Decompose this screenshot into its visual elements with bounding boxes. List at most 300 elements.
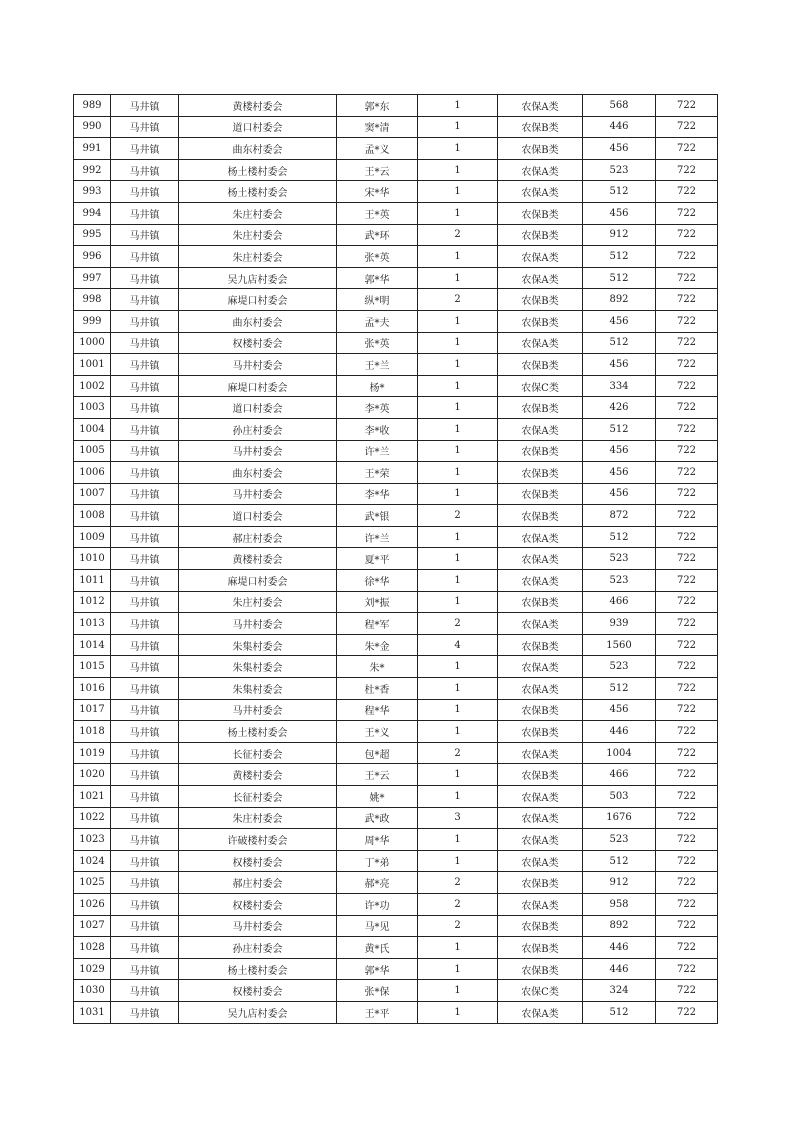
town-cell: 马井镇 (111, 224, 179, 246)
village-committee-cell: 黄楼村委会 (179, 95, 337, 117)
insurance-category-cell: 农保B类 (498, 289, 583, 311)
row-number-cell: 1025 (74, 872, 111, 894)
recipient-name-cell: 郭*东 (337, 95, 418, 117)
row-number-cell: 992 (74, 159, 111, 181)
standard-cell: 722 (656, 893, 718, 915)
amount-cell: 456 (583, 483, 656, 505)
row-number-cell: 1024 (74, 850, 111, 872)
town-cell: 马井镇 (111, 742, 179, 764)
standard-cell: 722 (656, 246, 718, 268)
recipient-name-cell: 宋*华 (337, 181, 418, 203)
household-count-cell: 1 (418, 375, 498, 397)
insurance-category-cell: 农保B类 (498, 138, 583, 160)
household-count-cell: 2 (418, 893, 498, 915)
household-count-cell: 1 (418, 440, 498, 462)
standard-cell: 722 (656, 289, 718, 311)
table-row (74, 1001, 718, 1023)
town-cell: 马井镇 (111, 95, 179, 117)
recipient-name-cell: 孟*夫 (337, 310, 418, 332)
insurance-category-cell: 农保B类 (498, 958, 583, 980)
village-committee-cell: 马井村委会 (179, 699, 337, 721)
village-committee-cell: 权楼村委会 (179, 850, 337, 872)
amount-cell: 512 (583, 678, 656, 700)
amount-cell: 466 (583, 591, 656, 613)
standard-cell: 722 (656, 116, 718, 138)
amount-cell: 426 (583, 397, 656, 419)
standard-cell: 722 (656, 699, 718, 721)
standard-cell: 722 (656, 591, 718, 613)
table-row (74, 591, 718, 613)
amount-cell: 872 (583, 505, 656, 527)
insurance-category-cell: 农保C类 (498, 375, 583, 397)
insurance-category-cell: 农保A类 (498, 570, 583, 592)
table-row (74, 181, 718, 203)
table-row (74, 310, 718, 332)
village-committee-cell: 杨土楼村委会 (179, 181, 337, 203)
insurance-category-cell: 农保B类 (498, 310, 583, 332)
village-committee-cell: 朱庄村委会 (179, 807, 337, 829)
household-count-cell: 2 (418, 613, 498, 635)
table-row (74, 95, 718, 117)
insurance-category-cell: 农保A类 (498, 742, 583, 764)
row-number-cell: 990 (74, 116, 111, 138)
household-count-cell: 1 (418, 1001, 498, 1023)
standard-cell: 722 (656, 202, 718, 224)
row-number-cell: 1003 (74, 397, 111, 419)
table-row (74, 224, 718, 246)
household-count-cell: 1 (418, 116, 498, 138)
standard-cell: 722 (656, 95, 718, 117)
village-committee-cell: 道口村委会 (179, 116, 337, 138)
amount-cell: 446 (583, 721, 656, 743)
standard-cell: 722 (656, 937, 718, 959)
household-count-cell: 2 (418, 742, 498, 764)
standard-cell: 722 (656, 181, 718, 203)
household-count-cell: 1 (418, 548, 498, 570)
household-count-cell: 1 (418, 678, 498, 700)
amount-cell: 512 (583, 246, 656, 268)
row-number-cell: 1031 (74, 1001, 111, 1023)
table-row (74, 202, 718, 224)
standard-cell: 722 (656, 850, 718, 872)
village-committee-cell: 朱庄村委会 (179, 202, 337, 224)
standard-cell: 722 (656, 764, 718, 786)
row-number-cell: 1020 (74, 764, 111, 786)
table-row (74, 958, 718, 980)
row-number-cell: 989 (74, 95, 111, 117)
recipient-name-cell: 刘*振 (337, 591, 418, 613)
row-number-cell: 996 (74, 246, 111, 268)
table-row (74, 699, 718, 721)
standard-cell: 722 (656, 526, 718, 548)
row-number-cell: 1018 (74, 721, 111, 743)
standard-cell: 722 (656, 462, 718, 484)
table-row (74, 721, 718, 743)
amount-cell: 503 (583, 786, 656, 808)
table-row (74, 872, 718, 894)
town-cell: 马井镇 (111, 764, 179, 786)
household-count-cell: 1 (418, 850, 498, 872)
recipient-name-cell: 马*见 (337, 915, 418, 937)
household-count-cell: 1 (418, 462, 498, 484)
table-row (74, 915, 718, 937)
amount-cell: 512 (583, 850, 656, 872)
row-number-cell: 1021 (74, 786, 111, 808)
recipient-name-cell: 郭*华 (337, 958, 418, 980)
amount-cell: 334 (583, 375, 656, 397)
insurance-category-cell: 农保A类 (498, 786, 583, 808)
insurance-category-cell: 农保B类 (498, 354, 583, 376)
village-committee-cell: 马井村委会 (179, 354, 337, 376)
insurance-category-cell: 农保B类 (498, 699, 583, 721)
table-row (74, 462, 718, 484)
insurance-category-cell: 农保A类 (498, 1001, 583, 1023)
town-cell: 马井镇 (111, 181, 179, 203)
recipient-name-cell: 夏*平 (337, 548, 418, 570)
town-cell: 马井镇 (111, 548, 179, 570)
household-count-cell: 2 (418, 915, 498, 937)
recipient-name-cell: 朱*金 (337, 634, 418, 656)
village-committee-cell: 朱集村委会 (179, 634, 337, 656)
insurance-category-cell: 农保A类 (498, 181, 583, 203)
town-cell: 马井镇 (111, 634, 179, 656)
household-count-cell: 2 (418, 872, 498, 894)
row-number-cell: 1014 (74, 634, 111, 656)
town-cell: 马井镇 (111, 462, 179, 484)
insurance-category-cell: 农保A类 (498, 246, 583, 268)
table-row (74, 354, 718, 376)
row-number-cell: 997 (74, 267, 111, 289)
town-cell: 马井镇 (111, 202, 179, 224)
insurance-category-cell: 农保B类 (498, 483, 583, 505)
table-row (74, 829, 718, 851)
insurance-category-cell: 农保B类 (498, 764, 583, 786)
amount-cell: 568 (583, 95, 656, 117)
household-count-cell: 1 (418, 699, 498, 721)
insurance-category-cell: 农保A类 (498, 418, 583, 440)
row-number-cell: 1001 (74, 354, 111, 376)
insurance-category-cell: 农保B类 (498, 915, 583, 937)
standard-cell: 722 (656, 332, 718, 354)
household-count-cell: 2 (418, 224, 498, 246)
standard-cell: 722 (656, 915, 718, 937)
amount-cell: 523 (583, 548, 656, 570)
table-row (74, 505, 718, 527)
village-committee-cell: 杨土楼村委会 (179, 159, 337, 181)
row-number-cell: 1004 (74, 418, 111, 440)
table-row (74, 332, 718, 354)
village-committee-cell: 孙庄村委会 (179, 418, 337, 440)
row-number-cell: 1030 (74, 980, 111, 1002)
recipient-name-cell: 程*军 (337, 613, 418, 635)
table-row (74, 418, 718, 440)
standard-cell: 722 (656, 721, 718, 743)
row-number-cell: 1017 (74, 699, 111, 721)
insurance-category-cell: 农保B类 (498, 505, 583, 527)
town-cell: 马井镇 (111, 267, 179, 289)
row-number-cell: 1007 (74, 483, 111, 505)
village-committee-cell: 麻堤口村委会 (179, 289, 337, 311)
recipient-name-cell: 包*超 (337, 742, 418, 764)
insurance-category-cell: 农保A类 (498, 332, 583, 354)
insurance-category-cell: 农保A类 (498, 613, 583, 635)
row-number-cell: 1016 (74, 678, 111, 700)
recipient-name-cell: 窦*清 (337, 116, 418, 138)
recipient-name-cell: 周*华 (337, 829, 418, 851)
insurance-category-cell: 农保A类 (498, 829, 583, 851)
insurance-category-cell: 农保B类 (498, 116, 583, 138)
amount-cell: 523 (583, 829, 656, 851)
table-row (74, 613, 718, 635)
standard-cell: 722 (656, 138, 718, 160)
insurance-category-cell: 农保A类 (498, 678, 583, 700)
standard-cell: 722 (656, 1001, 718, 1023)
recipient-name-cell: 杨* (337, 375, 418, 397)
recipient-name-cell: 李*英 (337, 397, 418, 419)
town-cell: 马井镇 (111, 483, 179, 505)
insurance-category-cell: 农保B类 (498, 721, 583, 743)
village-committee-cell: 麻堤口村委会 (179, 375, 337, 397)
town-cell: 马井镇 (111, 678, 179, 700)
amount-cell: 512 (583, 267, 656, 289)
table-row (74, 980, 718, 1002)
row-number-cell: 1009 (74, 526, 111, 548)
standard-cell: 722 (656, 807, 718, 829)
village-committee-cell: 道口村委会 (179, 505, 337, 527)
recipient-name-cell: 杜*香 (337, 678, 418, 700)
amount-cell: 512 (583, 332, 656, 354)
recipient-name-cell: 王*云 (337, 764, 418, 786)
recipient-name-cell: 朱* (337, 656, 418, 678)
household-count-cell: 1 (418, 332, 498, 354)
recipient-name-cell: 李*华 (337, 483, 418, 505)
village-committee-cell: 权楼村委会 (179, 893, 337, 915)
amount-cell: 523 (583, 159, 656, 181)
amount-cell: 523 (583, 570, 656, 592)
town-cell: 马井镇 (111, 440, 179, 462)
amount-cell: 456 (583, 310, 656, 332)
village-committee-cell: 黄楼村委会 (179, 548, 337, 570)
recipient-name-cell: 王*义 (337, 721, 418, 743)
town-cell: 马井镇 (111, 332, 179, 354)
table-row (74, 937, 718, 959)
insurance-category-cell: 农保A类 (498, 267, 583, 289)
row-number-cell: 991 (74, 138, 111, 160)
table-row (74, 548, 718, 570)
amount-cell: 512 (583, 1001, 656, 1023)
standard-cell: 722 (656, 375, 718, 397)
recipient-name-cell: 丁*弟 (337, 850, 418, 872)
insurance-category-cell: 农保A类 (498, 95, 583, 117)
town-cell: 马井镇 (111, 656, 179, 678)
household-count-cell: 1 (418, 483, 498, 505)
village-committee-cell: 郝庄村委会 (179, 526, 337, 548)
standard-cell: 722 (656, 829, 718, 851)
recipient-name-cell: 武*政 (337, 807, 418, 829)
amount-cell: 456 (583, 138, 656, 160)
town-cell: 马井镇 (111, 958, 179, 980)
row-number-cell: 1028 (74, 937, 111, 959)
row-number-cell: 993 (74, 181, 111, 203)
standard-cell: 722 (656, 418, 718, 440)
town-cell: 马井镇 (111, 915, 179, 937)
recipient-name-cell: 郝*亮 (337, 872, 418, 894)
town-cell: 马井镇 (111, 354, 179, 376)
row-number-cell: 1022 (74, 807, 111, 829)
recipient-name-cell: 王*荣 (337, 462, 418, 484)
amount-cell: 512 (583, 418, 656, 440)
amount-cell: 324 (583, 980, 656, 1002)
standard-cell: 722 (656, 742, 718, 764)
household-count-cell: 1 (418, 958, 498, 980)
recipient-name-cell: 张*保 (337, 980, 418, 1002)
town-cell: 马井镇 (111, 699, 179, 721)
row-number-cell: 1027 (74, 915, 111, 937)
household-count-cell: 1 (418, 397, 498, 419)
village-committee-cell: 马井村委会 (179, 915, 337, 937)
village-committee-cell: 曲东村委会 (179, 462, 337, 484)
row-number-cell: 1006 (74, 462, 111, 484)
table-row (74, 786, 718, 808)
row-number-cell: 1019 (74, 742, 111, 764)
village-committee-cell: 马井村委会 (179, 483, 337, 505)
village-committee-cell: 朱庄村委会 (179, 224, 337, 246)
amount-cell: 456 (583, 440, 656, 462)
town-cell: 马井镇 (111, 872, 179, 894)
insurance-category-cell: 农保A类 (498, 893, 583, 915)
amount-cell: 512 (583, 526, 656, 548)
table-row (74, 893, 718, 915)
standard-cell: 722 (656, 440, 718, 462)
insurance-category-cell: 农保A类 (498, 526, 583, 548)
recipient-name-cell: 郭*华 (337, 267, 418, 289)
town-cell: 马井镇 (111, 138, 179, 160)
standard-cell: 722 (656, 980, 718, 1002)
amount-cell: 1560 (583, 634, 656, 656)
table-row (74, 850, 718, 872)
table-row (74, 807, 718, 829)
village-committee-cell: 权楼村委会 (179, 980, 337, 1002)
household-count-cell: 1 (418, 829, 498, 851)
recipient-name-cell: 张*英 (337, 332, 418, 354)
recipient-name-cell: 王*平 (337, 1001, 418, 1023)
insurance-category-cell: 农保B类 (498, 202, 583, 224)
insurance-category-cell: 农保B类 (498, 937, 583, 959)
recipient-name-cell: 武*环 (337, 224, 418, 246)
household-count-cell: 2 (418, 289, 498, 311)
table-row (74, 289, 718, 311)
standard-cell: 722 (656, 570, 718, 592)
row-number-cell: 1012 (74, 591, 111, 613)
standard-cell: 722 (656, 159, 718, 181)
town-cell: 马井镇 (111, 505, 179, 527)
household-count-cell: 3 (418, 807, 498, 829)
recipient-name-cell: 李*收 (337, 418, 418, 440)
town-cell: 马井镇 (111, 159, 179, 181)
household-count-cell: 1 (418, 310, 498, 332)
village-committee-cell: 朱集村委会 (179, 678, 337, 700)
amount-cell: 892 (583, 915, 656, 937)
town-cell: 马井镇 (111, 613, 179, 635)
row-number-cell: 1015 (74, 656, 111, 678)
recipient-name-cell: 姚* (337, 786, 418, 808)
insurance-category-cell: 农保A类 (498, 807, 583, 829)
town-cell: 马井镇 (111, 937, 179, 959)
recipient-name-cell: 徐*华 (337, 570, 418, 592)
recipient-name-cell: 孟*义 (337, 138, 418, 160)
row-number-cell: 1029 (74, 958, 111, 980)
amount-cell: 446 (583, 958, 656, 980)
village-committee-cell: 麻堤口村委会 (179, 570, 337, 592)
row-number-cell: 1026 (74, 893, 111, 915)
table-row (74, 397, 718, 419)
table-row (74, 246, 718, 268)
household-count-cell: 1 (418, 95, 498, 117)
row-number-cell: 1010 (74, 548, 111, 570)
household-count-cell: 2 (418, 505, 498, 527)
household-count-cell: 1 (418, 764, 498, 786)
table-row (74, 656, 718, 678)
row-number-cell: 1023 (74, 829, 111, 851)
standard-cell: 722 (656, 958, 718, 980)
town-cell: 马井镇 (111, 397, 179, 419)
amount-cell: 912 (583, 872, 656, 894)
town-cell: 马井镇 (111, 289, 179, 311)
amount-cell: 912 (583, 224, 656, 246)
household-count-cell: 1 (418, 526, 498, 548)
roster-table (73, 94, 718, 1024)
household-count-cell: 1 (418, 937, 498, 959)
standard-cell: 722 (656, 786, 718, 808)
recipient-name-cell: 许*功 (337, 893, 418, 915)
village-committee-cell: 朱庄村委会 (179, 591, 337, 613)
insurance-category-cell: 农保B类 (498, 634, 583, 656)
table-row (74, 440, 718, 462)
row-number-cell: 1005 (74, 440, 111, 462)
village-committee-cell: 吴九店村委会 (179, 1001, 337, 1023)
row-number-cell: 1002 (74, 375, 111, 397)
village-committee-cell: 许破楼村委会 (179, 829, 337, 851)
town-cell: 马井镇 (111, 418, 179, 440)
insurance-category-cell: 农保C类 (498, 980, 583, 1002)
village-committee-cell: 朱庄村委会 (179, 246, 337, 268)
town-cell: 马井镇 (111, 980, 179, 1002)
amount-cell: 446 (583, 116, 656, 138)
household-count-cell: 1 (418, 181, 498, 203)
recipient-name-cell: 黄*氏 (337, 937, 418, 959)
recipient-name-cell: 王*云 (337, 159, 418, 181)
village-committee-cell: 郝庄村委会 (179, 872, 337, 894)
town-cell: 马井镇 (111, 591, 179, 613)
standard-cell: 722 (656, 678, 718, 700)
recipient-name-cell: 许*兰 (337, 440, 418, 462)
standard-cell: 722 (656, 505, 718, 527)
amount-cell: 512 (583, 181, 656, 203)
insurance-category-cell: 农保B类 (498, 462, 583, 484)
village-committee-cell: 黄楼村委会 (179, 764, 337, 786)
insurance-category-cell: 农保B类 (498, 224, 583, 246)
recipient-name-cell: 程*华 (337, 699, 418, 721)
amount-cell: 892 (583, 289, 656, 311)
insurance-category-cell: 农保A类 (498, 656, 583, 678)
amount-cell: 939 (583, 613, 656, 635)
table-row (74, 159, 718, 181)
standard-cell: 722 (656, 310, 718, 332)
village-committee-cell: 曲东村委会 (179, 310, 337, 332)
town-cell: 马井镇 (111, 786, 179, 808)
household-count-cell: 1 (418, 138, 498, 160)
household-count-cell: 1 (418, 570, 498, 592)
